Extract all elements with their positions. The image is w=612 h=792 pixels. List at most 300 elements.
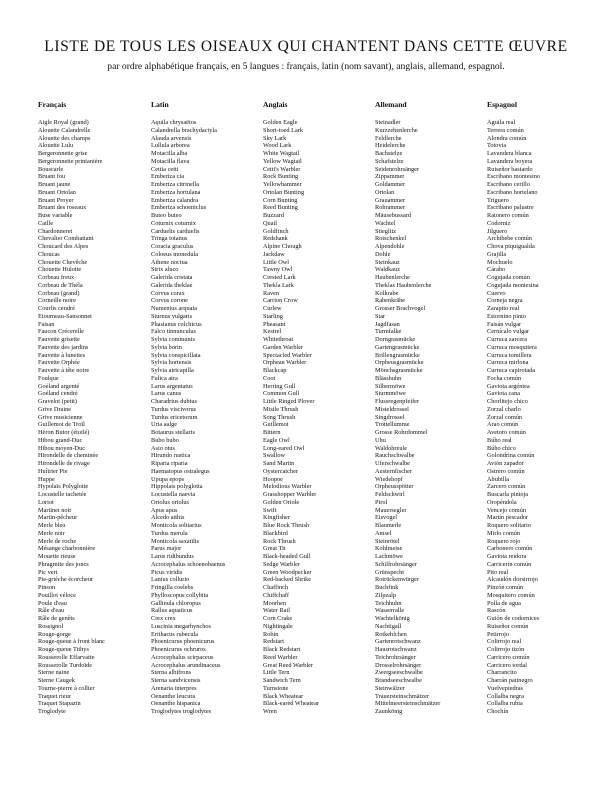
bird-name: Gaviota cana xyxy=(487,390,521,398)
bird-name: Uferschwalbe xyxy=(375,460,410,467)
bird-name: Phoenicurus ochruros xyxy=(151,646,206,653)
bird-name: Grauammer xyxy=(375,196,406,204)
bird-name: Heidelerche xyxy=(375,142,406,150)
bird-name: Mistle Thrush xyxy=(263,405,299,413)
bird-name: Upupa epops xyxy=(151,475,185,483)
bird-name: Emberiza hortulana xyxy=(151,188,201,196)
bird-name: Martín pescador xyxy=(487,514,529,522)
bird-name: Galerida cristata xyxy=(151,274,193,281)
bird-name: Curruca zarcera xyxy=(487,336,528,343)
bird-name: Brillengrasmücke xyxy=(375,351,420,359)
bird-name: Picus viridis xyxy=(151,568,183,576)
bird-name: Little Ringed Plover xyxy=(263,398,315,405)
bird-name: Rotrückenwürger xyxy=(375,576,419,584)
bird-name: Choucard des Alpes xyxy=(38,243,89,250)
bird-name: Mouette rieuse xyxy=(38,553,76,560)
bird-name: Long-eared Owl xyxy=(263,444,305,452)
column-latin xyxy=(151,100,266,716)
bird-name: Rotschenkel xyxy=(375,235,407,243)
bird-name: Carricero común xyxy=(487,653,530,661)
bird-name: Redshank xyxy=(263,235,288,243)
bird-name: Collalba negra xyxy=(487,692,524,700)
bird-name: Martinet noir xyxy=(38,506,72,514)
bird-name: Calandrella brachydactyla xyxy=(151,126,217,134)
bird-name: Estornino pinto xyxy=(487,312,527,320)
bird-name: Rouge-queue Tithys xyxy=(38,646,89,653)
bird-name: Black-headed Gull xyxy=(263,553,311,560)
bird-list xyxy=(375,119,490,716)
bird-name: Râle d'eau xyxy=(38,607,65,615)
column-espagnol xyxy=(487,100,602,716)
bird-name: Caille xyxy=(38,219,54,227)
bird-name: Gallinula chloropus xyxy=(151,599,201,607)
bird-name: Swift xyxy=(263,506,277,514)
bird-name: Melodious Warbler xyxy=(263,483,312,491)
bird-name: Alouette Calandrelle xyxy=(38,126,91,134)
bird-name: Singdrossel xyxy=(375,413,405,421)
bird-name: Luscinia megarhynchos xyxy=(151,622,211,630)
bird-name: Alcedo atthis xyxy=(151,514,185,522)
bird-name: Alouette des champs xyxy=(38,134,91,142)
bird-name: Monticola saxatilis xyxy=(151,537,200,545)
bird-name: Gaviota reidora xyxy=(487,553,527,560)
bird-name: Fulica atra xyxy=(151,374,178,382)
column-heading: Français xyxy=(38,100,67,109)
bird-name: Arao común xyxy=(487,421,519,429)
bird-name: Wren xyxy=(263,708,277,715)
bird-name: Mönchsgrasmücke xyxy=(375,367,423,374)
bird-name: Bruant Ortolan xyxy=(38,188,76,196)
bird-name: Star xyxy=(375,312,386,320)
bird-name: Pito real xyxy=(487,568,509,576)
bird-name: Étourneau-Sansonnet xyxy=(38,312,92,320)
bird-name: Chochín xyxy=(487,708,509,715)
bird-name: Acrocephalus arundinaceus xyxy=(151,661,221,669)
column-heading: Anglais xyxy=(263,100,288,109)
bird-name: Pinzón común xyxy=(487,584,524,591)
bird-name: Sylvia borin xyxy=(151,343,182,351)
bird-name: Oystercatcher xyxy=(263,467,298,475)
bird-name: Ratonero común xyxy=(487,212,529,219)
bird-name: Zorzal charlo xyxy=(487,405,521,413)
bird-name: Bubo bubo xyxy=(151,436,179,444)
bird-name: Grünspecht xyxy=(375,568,405,576)
bird-name: Golden Eagle xyxy=(263,119,298,126)
bird-name: Larus ridibundus xyxy=(151,553,194,560)
bird-name: Bergeronnette printanière xyxy=(38,157,103,165)
bird-name: Emberiza citrinella xyxy=(151,181,200,188)
bird-name: Alouette Lulu xyxy=(38,142,74,150)
bird-name: Feldschwirl xyxy=(375,491,405,498)
bird-name: Little Tern xyxy=(263,669,290,677)
bird-name: Coloeus monedula xyxy=(151,250,199,258)
bird-name: Lavandera boyera xyxy=(487,157,533,165)
bird-name: Redstart xyxy=(263,638,284,646)
bird-name: Larus argentatus xyxy=(151,382,193,390)
bird-name: Bruant fou xyxy=(38,173,66,181)
bird-name: Hypolaïs Polyglotte xyxy=(38,483,89,491)
bird-name: Rallus aquaticus xyxy=(151,607,193,615)
bird-name: White Wagtail xyxy=(263,150,300,157)
bird-name: Fringilla coelebs xyxy=(151,584,194,591)
column-heading: Espagnol xyxy=(487,100,517,109)
bird-name: Alcaudón dorsirrojo xyxy=(487,576,538,584)
bird-name: Faucon Crécerelle xyxy=(38,328,84,336)
bird-name: Avión zapador xyxy=(487,460,524,467)
bird-name: Turmfalke xyxy=(375,328,402,336)
bird-name: Common Gull xyxy=(263,390,300,398)
bird-name: Alpendohle xyxy=(375,243,405,250)
bird-name: Apus apus xyxy=(151,506,178,514)
bird-name: Garden Warbler xyxy=(263,343,304,351)
bird-name: Corvus corax xyxy=(151,289,185,297)
bird-name: Steinkauz xyxy=(375,258,400,266)
bird-name: Loriot xyxy=(38,498,54,506)
bird-name: Escribano montesino xyxy=(487,173,540,181)
bird-name: Grive musicienne xyxy=(38,413,83,421)
bird-name: Kurzzehenlerche xyxy=(375,126,418,134)
bird-name: Curruca tomillera xyxy=(487,351,532,359)
bird-name: Triguero xyxy=(487,196,509,204)
bird-name: Mésange charbonnière xyxy=(38,545,96,553)
bird-name: Turdus merula xyxy=(151,529,188,537)
bird-name: Asio otus xyxy=(151,444,175,452)
column-heading: Allemand xyxy=(375,100,407,109)
bird-name: Golondrina común xyxy=(487,452,535,460)
bird-name: Oenanthe hispanica xyxy=(151,700,201,708)
bird-name: Trottellumme xyxy=(375,421,410,429)
bird-name: Bachstelze xyxy=(375,150,403,157)
bird-name: Steinrötel xyxy=(375,537,400,545)
bird-name: Sterne naine xyxy=(38,669,70,677)
bird-name: Héron Butor (étoilé) xyxy=(38,429,90,436)
bird-name: Mäusebussard xyxy=(375,212,412,219)
bird-name: Emberiza cia xyxy=(151,173,185,181)
bird-name: Water Rail xyxy=(263,607,290,615)
bird-name: Great Tit xyxy=(263,545,286,553)
bird-name: Sylvia conspicillata xyxy=(151,351,201,359)
bird-name: Pinson xyxy=(38,584,56,591)
bird-name: Turnstone xyxy=(263,684,289,692)
bird-name: Reed Warbler xyxy=(263,653,298,661)
bird-name: Fauvette Orphée xyxy=(38,359,80,367)
bird-name: Búho real xyxy=(487,436,512,444)
bird-name: Phylloscopus collybita xyxy=(151,591,209,599)
bird-name: Vuelvepiedras xyxy=(487,684,523,692)
bird-name: Aigle Royal (grand) xyxy=(38,119,89,126)
bird-name: Larus canus xyxy=(151,390,182,398)
bird-name: Golden Oriole xyxy=(263,498,300,506)
bird-name: Coturnix coturnix xyxy=(151,219,196,227)
bird-name: Troglodytes troglodytes xyxy=(151,708,212,715)
bird-name: Gartenrotschwanz xyxy=(375,638,421,646)
bird-name: Escribano hortelano xyxy=(487,188,538,196)
bird-name: Rouge-queue à front blanc xyxy=(38,638,105,646)
bird-name: Raven xyxy=(263,289,280,297)
bird-name: Alondra común xyxy=(487,134,527,142)
bird-name: Nightingale xyxy=(263,622,293,630)
bird-name: Swallow xyxy=(263,452,286,460)
bird-name: Búho chico xyxy=(487,444,516,452)
bird-name: Orphean Warbler xyxy=(263,359,307,367)
bird-name: Zilpzalp xyxy=(375,591,396,599)
bird-name: Traquet Stapazin xyxy=(38,700,81,708)
bird-list xyxy=(38,119,153,716)
bird-name: Drosselrohrsänger xyxy=(375,661,422,669)
column-anglais xyxy=(263,100,378,716)
bird-name: Cetti's Warbler xyxy=(263,165,301,173)
bird-name: Nachtigall xyxy=(375,622,402,630)
bird-name: Zorzal común xyxy=(487,413,523,421)
bird-name: Merle noir xyxy=(38,529,65,537)
bird-name: Lachmöwe xyxy=(375,553,403,560)
bird-name: Locustella naevia xyxy=(151,491,196,498)
bird-name: Chova piquigualda xyxy=(487,243,535,250)
bird-name: Little Owl xyxy=(263,258,290,266)
bird-name: Oropéndola xyxy=(487,498,517,506)
bird-name: Waldkauz xyxy=(375,266,401,274)
bird-name: Alpine Chough xyxy=(263,243,302,250)
bird-name: Uhu xyxy=(375,436,386,444)
bird-name: Pirol xyxy=(375,498,388,506)
bird-name: Corbeau (grand) xyxy=(38,289,80,297)
bird-name: Hausrotschwanz xyxy=(375,646,417,653)
bird-name: Carduelis carduelis xyxy=(151,227,200,235)
bird-name: Monticola solitarius xyxy=(151,522,202,529)
bird-name: Dorngrasmücke xyxy=(375,336,416,343)
page-subtitle: par ordre alphabétique français, en 5 langues : français, latin (nom savant), anglais, allemand, espagnol. xyxy=(107,61,505,72)
bird-name: Guión de codornices xyxy=(487,615,540,622)
bird-name: Rohrammer xyxy=(375,204,406,212)
bird-name: Courlis cendré xyxy=(38,305,75,312)
bird-name: Phragmite des joncs xyxy=(38,560,89,568)
bird-name: Carbonero común xyxy=(487,545,533,553)
bird-name: Parus major xyxy=(151,545,182,553)
bird-name: Choucas xyxy=(38,250,60,258)
bird-name: Rauchschwalbe xyxy=(375,452,415,460)
column-francais xyxy=(38,100,153,716)
bird-name: Petirrojo xyxy=(487,630,510,638)
bird-name: Starling xyxy=(263,312,283,320)
bird-name: Eagle Owl xyxy=(263,436,290,444)
bird-name: Mauersegler xyxy=(375,506,407,514)
bird-name: Flussregenpfeifer xyxy=(375,398,420,405)
bird-name: Austernfischer xyxy=(375,467,413,475)
bird-name: Fauvette des jardins xyxy=(38,343,89,351)
bird-name: Emberiza calandra xyxy=(151,196,199,204)
bird-name: Cárabo xyxy=(487,266,506,274)
bird-name: Blue Rock Thrush xyxy=(263,522,310,529)
bird-name: Sturnus vulgaris xyxy=(151,312,193,320)
bird-name: Robin xyxy=(263,630,279,638)
bird-name: Sterna sandvicensis xyxy=(151,677,201,684)
bird-name: Collalba rubia xyxy=(487,700,523,708)
bird-name: Poule d'eau xyxy=(38,599,67,607)
bird-name: Moorhen xyxy=(263,599,287,607)
bird-name: Arenaria interpres xyxy=(151,684,197,692)
bird-name: Curruca capirotada xyxy=(487,367,536,374)
bird-list xyxy=(487,119,602,716)
bird-name: Goldfinch xyxy=(263,227,289,235)
bird-name: Grajilla xyxy=(487,250,507,258)
bird-name: Jackdaw xyxy=(263,250,285,258)
bird-name: Grosse Rohrdommel xyxy=(375,429,428,436)
bird-name: Escribano palustre xyxy=(487,204,534,212)
bird-name: Corn Bunting xyxy=(263,196,298,204)
bird-name: Jilguero xyxy=(487,227,508,235)
bird-name: Râle de genêts xyxy=(38,615,75,622)
bird-name: Buteo buteo xyxy=(151,212,182,219)
bird-name: Haubenlerche xyxy=(375,274,410,281)
bird-name: Chouette Chevêche xyxy=(38,258,88,266)
bird-name: Thekla Lark xyxy=(263,281,294,289)
bird-name: Mirlo común xyxy=(487,529,521,537)
bird-name: Black Wheatear xyxy=(263,692,304,700)
bird-name: Amsel xyxy=(375,529,392,537)
bird-name: Mosquitero común xyxy=(487,591,535,599)
column-heading: Latin xyxy=(151,100,169,109)
bird-name: Kestrel xyxy=(263,328,282,336)
bird-name: Black Redstart xyxy=(263,646,301,653)
bird-name: Steinadler xyxy=(375,119,401,126)
bird-name: Huppe xyxy=(38,475,55,483)
bird-name: Martin-pêcheur xyxy=(38,514,78,522)
bird-name: Crested Lark xyxy=(263,274,296,281)
bird-name: Buzzard xyxy=(263,212,284,219)
bird-name: Sterna albifrons xyxy=(151,669,192,677)
bird-name: Fauvette à tête noire xyxy=(38,367,90,374)
bird-name: Sylvia atricapilla xyxy=(151,367,194,374)
bird-name: Buse variable xyxy=(38,212,73,219)
bird-name: Alauda arvensis xyxy=(151,134,192,142)
bird-name: Wood Lark xyxy=(263,142,292,150)
bird-name: Kohlmeise xyxy=(375,545,403,553)
bird-name: Sandwich Tern xyxy=(263,677,301,684)
bird-name: Chaffinch xyxy=(263,584,289,591)
bird-name: Cernícalo vulgar xyxy=(487,328,530,336)
bird-name: Hirondelle de cheminée xyxy=(38,452,99,460)
bird-name: Guillemot xyxy=(263,421,289,429)
bird-name: Silbermöwe xyxy=(375,382,406,390)
bird-name: Haematopus ostralegus xyxy=(151,467,210,475)
bird-name: Hoopoe xyxy=(263,475,283,483)
bird-name: Rouge-gorge xyxy=(38,630,71,638)
bird-name: Corbeau freux xyxy=(38,274,75,281)
bird-name: Crex crex xyxy=(151,615,176,622)
bird-name: Sand Martin xyxy=(263,460,295,467)
bird-name: Zwergseeschwalbe xyxy=(375,669,423,677)
bird-name: Zarapito real xyxy=(487,305,520,312)
bird-name: Curlew xyxy=(263,305,282,312)
bird-name: Gaviota argéntea xyxy=(487,382,530,390)
bird-name: Mochuelo xyxy=(487,258,513,266)
bird-name: Águila real xyxy=(487,119,516,126)
bird-name: Goéland cendré xyxy=(38,390,78,398)
bird-name: Steinwälzer xyxy=(375,684,405,692)
bird-name: Waldohreule xyxy=(375,444,408,452)
bird-name: Corbeau de Théla xyxy=(38,281,83,289)
bird-name: Fauvette à lunettes xyxy=(38,351,86,359)
bird-name: Blackcap xyxy=(263,367,287,374)
bird-name: Zippammer xyxy=(375,173,405,181)
bird-name: Whitethroat xyxy=(263,336,294,343)
bird-name: Cogujada común xyxy=(487,274,530,281)
bird-name: Motacilla alba xyxy=(151,150,188,157)
bird-name: Charadrius dubius xyxy=(151,398,197,405)
bird-name: Acrocephalus scirpaceus xyxy=(151,653,214,661)
column-allemand xyxy=(375,100,490,716)
bird-name: Aquila chrysaëtos xyxy=(151,119,197,126)
bird-name: Spectacled Warbler xyxy=(263,351,312,359)
bird-name: Turdus viscivorus xyxy=(151,405,197,413)
bird-list xyxy=(151,119,266,716)
bird-name: Chevalier Combattant xyxy=(38,235,94,243)
bird-name: Blackbird xyxy=(263,529,288,537)
bird-name: Cettia cetti xyxy=(151,165,179,173)
bird-name: Seidenrohrsänger xyxy=(375,165,420,173)
bird-name: Ruiseñor bastardo xyxy=(487,165,533,173)
bird-name: Ruiseñor común xyxy=(487,622,529,630)
bird-name: Escribano cerillo xyxy=(487,181,530,188)
bird-name: Curruca mirlona xyxy=(487,359,529,367)
bird-name: Great Reed Warbler xyxy=(263,661,314,669)
bird-name: Zaunkönig xyxy=(375,708,403,715)
bird-name: Corvus corone xyxy=(151,297,188,305)
bird-name: Kolkrabe xyxy=(375,289,399,297)
bird-name: Wachtel xyxy=(375,219,396,227)
bird-name: Mittelmeersteinschmätzer xyxy=(375,700,441,708)
bird-name: Brandseeschwalbe xyxy=(375,677,422,684)
bird-name: Rock Thrush xyxy=(263,537,296,545)
bird-name: Fauvette grisette xyxy=(38,336,80,343)
bird-name: Feldlerche xyxy=(375,134,402,142)
bird-name: Guillemot de Troïl xyxy=(38,421,85,429)
bird-name: Troglodyte xyxy=(38,708,66,715)
bird-name: Merle bleu xyxy=(38,522,66,529)
bird-name: Bruant des roseaux xyxy=(38,204,87,212)
bird-name: Rossignol xyxy=(38,622,64,630)
bird-name: Vencejo común xyxy=(487,506,526,514)
bird-name: Hirundo rustica xyxy=(151,452,191,460)
bird-name: Goldammer xyxy=(375,181,406,188)
bird-name: Focha común xyxy=(487,374,522,382)
bird-name: Wachtelkönig xyxy=(375,615,410,622)
bird-name: Carricerín común xyxy=(487,560,532,568)
bird-name: Herring Gull xyxy=(263,382,296,390)
bird-name: Reed Bunting xyxy=(263,204,298,212)
bird-name: Yellowhammer xyxy=(263,181,302,188)
bird-name: Locustelle tachetée xyxy=(38,491,87,498)
bird-name: Jagdfasan xyxy=(375,320,400,328)
bird-name: Rascón xyxy=(487,607,506,615)
bird-name: Charrán patinegro xyxy=(487,677,533,684)
bird-name: Ortolan xyxy=(375,188,395,196)
bird-name: Cogujada montesina xyxy=(487,281,539,289)
bird-name: Cuervo xyxy=(487,289,506,297)
bird-name: Quail xyxy=(263,219,277,227)
bird-name: Phasianus colchicus xyxy=(151,320,202,328)
bird-name: Athene noctua xyxy=(151,258,188,266)
bird-name: Faisan xyxy=(38,320,55,328)
bird-name: Polla de agua xyxy=(487,599,521,607)
bird-name: Orpheusspötter xyxy=(375,483,414,491)
bird-name: Yellow Wagtail xyxy=(263,157,302,165)
bird-name: Ostrero común xyxy=(487,467,525,475)
bird-name: Corneja negra xyxy=(487,297,523,305)
bird-name: Short-toed Lark xyxy=(263,126,304,134)
bird-name: Tawny Owl xyxy=(263,266,293,274)
bird-name: Teichhuhn xyxy=(375,599,402,607)
